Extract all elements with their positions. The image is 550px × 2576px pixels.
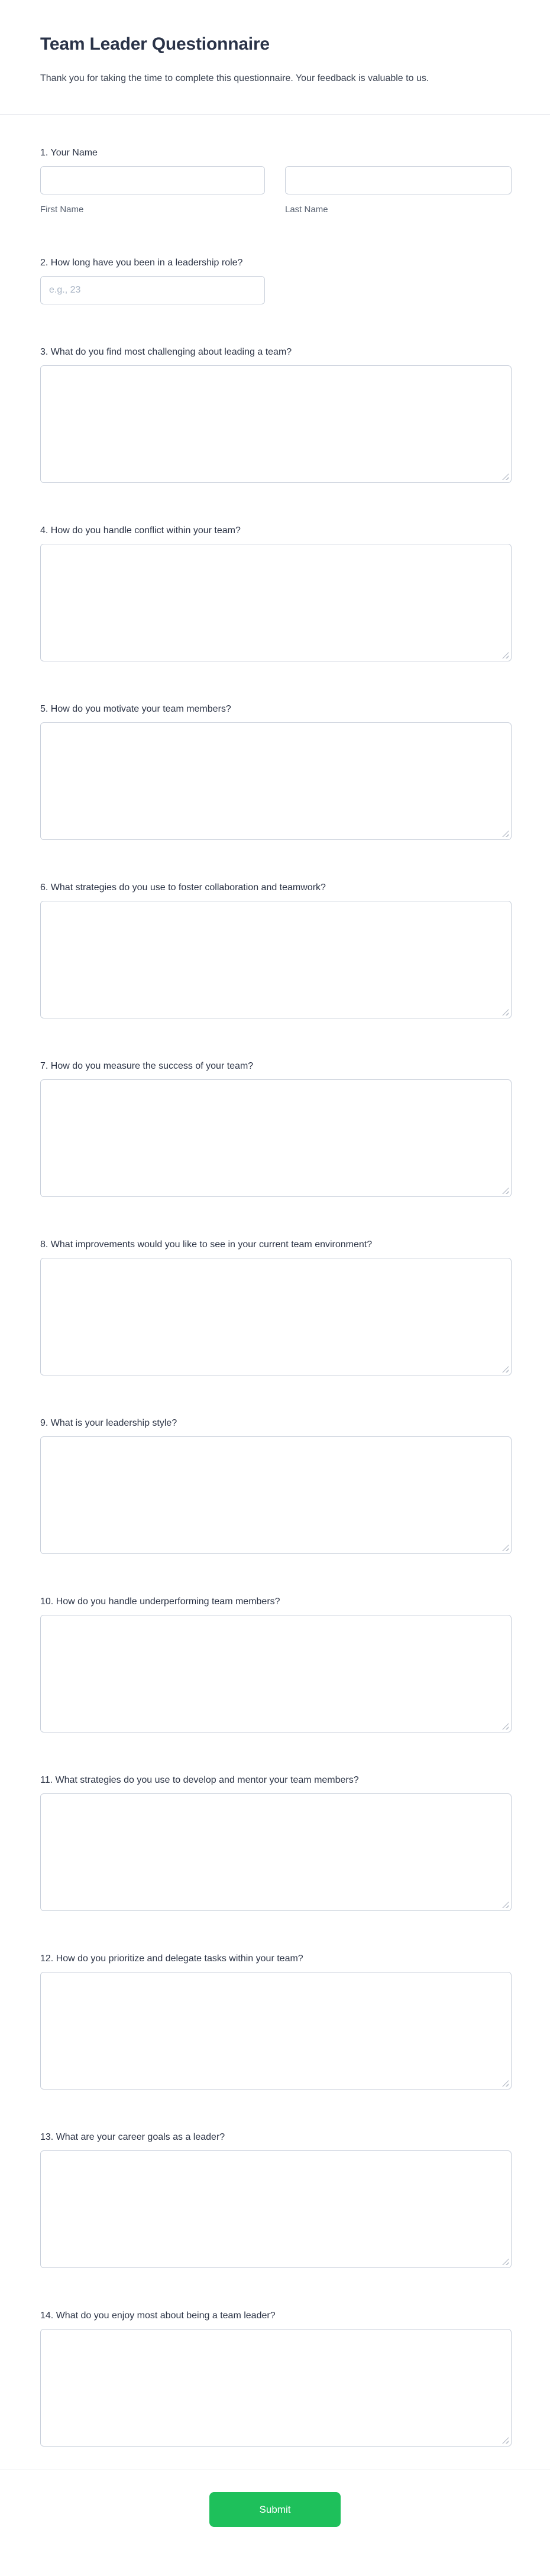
question-1-label: 1. Your Name [40, 148, 98, 158]
question-14-enjoy-most [40, 2310, 512, 2447]
question-7-label: 7. How do you measure the success of your team? [40, 1061, 254, 1071]
question-10-underperforming [40, 1596, 512, 1733]
form-body [0, 115, 550, 2447]
question-13-label: 13. What are your career goals as a leader? [40, 2132, 225, 2142]
first-name-column [40, 166, 265, 215]
last-name-sublabel: Last Name [285, 205, 328, 215]
question-7-answer-wrap [40, 1079, 512, 1197]
question-11-develop-mentor [40, 1774, 512, 1911]
question-6-answer-textarea[interactable] [40, 901, 512, 1018]
question-11-answer-textarea[interactable] [40, 1793, 512, 1911]
leadership-duration-input[interactable] [40, 276, 265, 304]
name-fields-row [40, 166, 512, 215]
question-3-answer-textarea[interactable] [40, 365, 512, 483]
question-8-label: 8. What improvements would you like to see in your current team environment? [40, 1240, 373, 1250]
question-3-answer-wrap [40, 365, 512, 483]
question-5-answer-wrap [40, 722, 512, 840]
question-4-conflict [40, 525, 512, 661]
question-1-your-name [40, 147, 512, 215]
question-10-label: 10. How do you handle underperforming team members? [40, 1597, 280, 1607]
first-name-input[interactable] [40, 166, 265, 194]
question-6-answer-wrap [40, 901, 512, 1018]
question-7-answer-textarea[interactable] [40, 1079, 512, 1197]
last-name-input[interactable] [285, 166, 512, 194]
question-14-label: 14. What do you enjoy most about being a team leader? [40, 2311, 276, 2321]
question-4-answer-textarea[interactable] [40, 544, 512, 661]
last-name-column [285, 166, 512, 215]
page-title: Team Leader Questionnaire [40, 34, 270, 54]
question-8-answer-wrap [40, 1258, 512, 1375]
question-8-answer-textarea[interactable] [40, 1258, 512, 1375]
question-9-leadership-style [40, 1417, 512, 1554]
question-12-answer-wrap [40, 1972, 512, 2090]
question-14-answer-wrap [40, 2329, 512, 2447]
question-6-label: 6. What strategies do you use to foster collaboration and teamwork? [40, 883, 326, 893]
form-subtitle: Thank you for taking the time to complete this questionnaire. Your feedback is valuable to us. [40, 73, 429, 83]
submit-button[interactable]: Submit [209, 2492, 341, 2527]
question-5-label: 5. How do you motivate your team members? [40, 704, 231, 714]
question-12-answer-textarea[interactable] [40, 1972, 512, 2090]
question-14-answer-textarea[interactable] [40, 2329, 512, 2447]
question-12-prioritize-delegate [40, 1953, 512, 2090]
question-5-answer-textarea[interactable] [40, 722, 512, 840]
question-12-label: 12. How do you prioritize and delegate tasks within your team? [40, 1954, 303, 1964]
question-6-collaboration [40, 882, 512, 1018]
first-name-sublabel: First Name [40, 205, 84, 215]
question-8-improvements [40, 1239, 512, 1375]
question-2-leadership-duration [40, 257, 512, 304]
question-11-answer-wrap [40, 1793, 512, 1911]
question-13-career-goals [40, 2131, 512, 2268]
submit-row [0, 2492, 550, 2556]
form-header [0, 0, 550, 87]
question-3-challenging [40, 346, 512, 483]
question-10-answer-wrap [40, 1615, 512, 1733]
question-13-answer-textarea[interactable] [40, 2150, 512, 2268]
question-9-answer-wrap [40, 1436, 512, 1554]
question-4-answer-wrap [40, 544, 512, 661]
question-5-motivate [40, 703, 512, 840]
question-7-success [40, 1060, 512, 1197]
question-3-label: 3. What do you find most challenging about leading a team? [40, 347, 292, 357]
question-4-label: 4. How do you handle conflict within your team? [40, 525, 241, 536]
question-13-answer-wrap [40, 2150, 512, 2268]
question-10-answer-textarea[interactable] [40, 1615, 512, 1733]
question-2-label: 2. How long have you been in a leadership role? [40, 258, 243, 268]
question-9-answer-textarea[interactable] [40, 1436, 512, 1554]
question-9-label: 9. What is your leadership style? [40, 1418, 177, 1428]
question-11-label: 11. What strategies do you use to develop and mentor your team members? [40, 1775, 359, 1785]
